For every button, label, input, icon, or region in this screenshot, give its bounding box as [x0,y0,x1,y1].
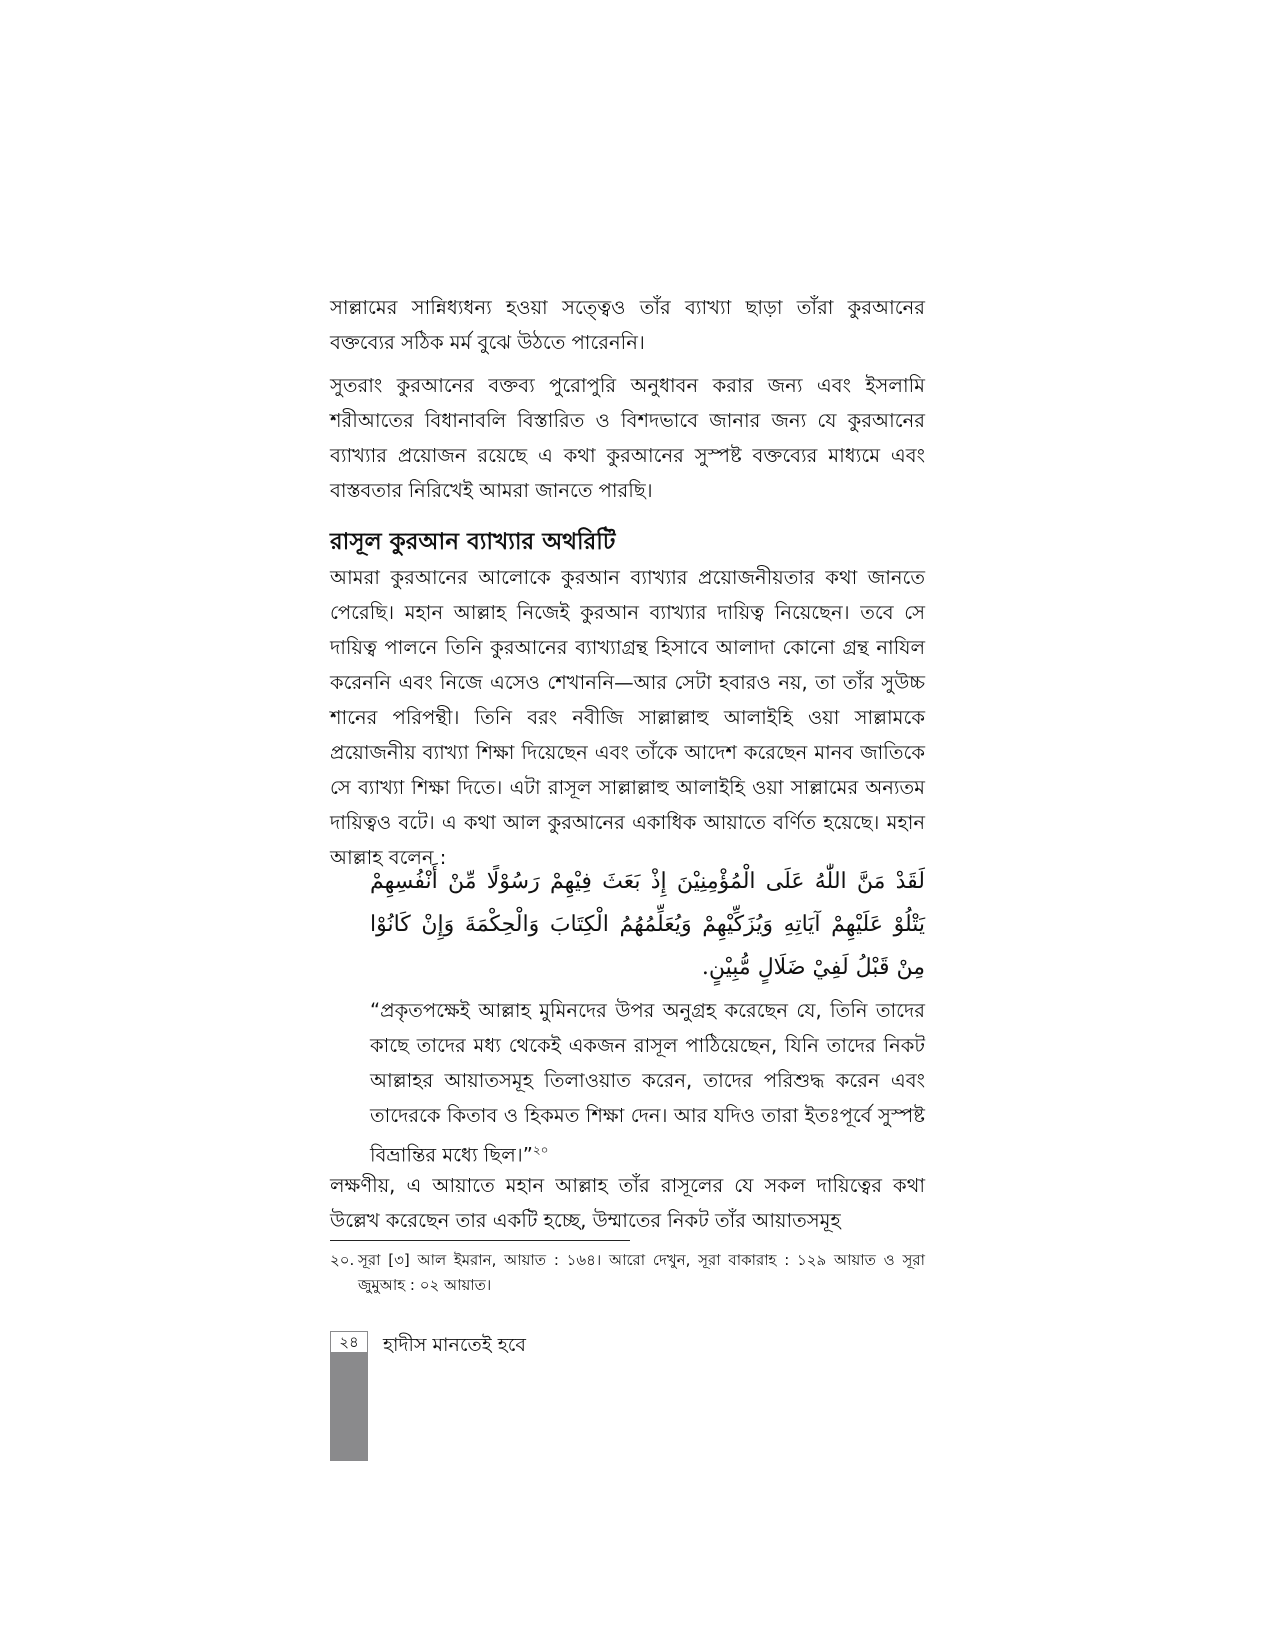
paragraph-intro [330,290,925,360]
footnote [330,1248,925,1298]
arabic-verse: لَقَدْ مَنَّ اللّٰهُ عَلَى الْمُؤْمِنِيْنَ إِذْ بَعَثَ فِيْهِمْ رَسُوْلًا مِّنْ أَنْفُسِهِمْ يَتْلُوْ عَلَيْهِمْ آيَاتِهِ وَيُزَكِّيْهِمْ وَيُعَلِّمُهُمُ الْكِتَابَ وَالْحِكْمَةَ وَإِنْ كَانُوْا مِنْ قَبْلُ لَفِيْ ضَلَالٍ مُّبِيْنٍ. [370,869,925,980]
paragraph-notable-text: লক্ষণীয়, এ আয়াতে মহান আল্লাহ তাঁর রাসূলের যে সকল দায়িত্বের কথা উল্লেখ করেছেন তার একটি হচ্ছে, উম্মাতের নিকট তাঁর আয়াতসমূহ [330,1174,925,1232]
verse-translation [370,993,925,1173]
paragraph-second-text: সুতরাং কুরআনের বক্তব্য পুরোপুরি অনুধাবন করার জন্য এবং ইসলামি শরীআতের বিধানাবলি বিস্তারিত ও বিশদভাবে জানার জন্য যে কুরআনের ব্যাখ্যার প্রয়োজন রয়েছে এ কথা কুরআনের সুস্পষ্ট বক্তব্যের মাধ্যমে এবং বাস্তবতার নিরিখেই আমরা জানতে পারছি। [330,374,925,502]
paragraph-authority-text: আমরা কুরআনের আলোকে কুরআন ব্যাখ্যার প্রয়োজনীয়তার কথা জানতে পেরেছি। মহান আল্লাহ নিজেই কুরআন ব্যাখ্যার দায়িত্ব নিয়েছেন। তবে সে দায়িত্ব পালনে তিনি কুরআনের ব্যাখ্যাগ্রন্থ হিসাবে আলাদা কোনো গ্রন্থ নাযিল করেননি এবং নিজে এসেও শেখাননি—আর সেটা হবারও নয়, তা তাঁর সুউচ্চ শানের পরিপন্থী। তিনি বরং নবীজি সাল্লাল্লাহু আলাইহি ওয়া সাল্লামকে প্রয়োজনীয় ব্যাখ্যা শিক্ষা দিয়েছেন এবং তাঁকে আদেশ করেছেন মানব জাতিকে সে ব্যাখ্যা শিক্ষা দিতে। এটা রাসূল সাল্লাল্লাহু আলাইহি ওয়া সাল্লামের অন্যতম দায়িত্বও বটে। এ কথা আল কুরআনের একাধিক আয়াতে বর্ণিত হয়েছে। মহান আল্লাহ বলেন : [330,566,925,869]
footnote-number: ২০. [330,1251,355,1269]
footnote-divider [330,1240,630,1241]
footnote-text: সূরা [৩] আল ইমরান, আয়াত : ১৬৪। আরো দেখুন, সূরা বাকারাহ : ১২৯ আয়াত ও সূরা জুমুআহ : ০২ আয়াত। [358,1251,925,1294]
paragraph-authority [330,560,925,875]
running-title: হাদীস মানতেই হবে [383,1334,526,1356]
paragraph-intro-text: সাল্লামের সান্নিধ্যধন্য হওয়া সত্ত্বেও তাঁর ব্যাখ্যা ছাড়া তাঁরা কুরআনের বক্তব্যের সঠিক মর্ম বুঝে উঠতে পারেননি। [330,296,925,354]
footnote-reference: ২০ [532,1143,549,1157]
verse-translation-text: “প্রকৃতপক্ষেই আল্লাহ মুমিনদের উপর অনুগ্রহ করেছেন যে, তিনি তাদের কাছে তাদের মধ্য থেকেই একজন রাসূল পাঠিয়েছেন, যিনি তাদের নিকট আল্লাহর আয়াতসমূহ তিলাওয়াত করেন, তাদের পরিশুদ্ধ করেন এবং তাদেরকে কিতাব ও হিকমত শিক্ষা দেন। আর যদিও তারা ইতঃপূর্বে সুস্পষ্ট বিভ্রান্তির মধ্যে ছিল।” [370,999,925,1167]
paragraph-notable [330,1168,925,1238]
paragraph-quran-explanation-need [330,368,925,508]
section-heading: রাসূল কুরআন ব্যাখ্যার অথরিটি [330,529,616,555]
page-number: ২৪ [330,1331,368,1353]
